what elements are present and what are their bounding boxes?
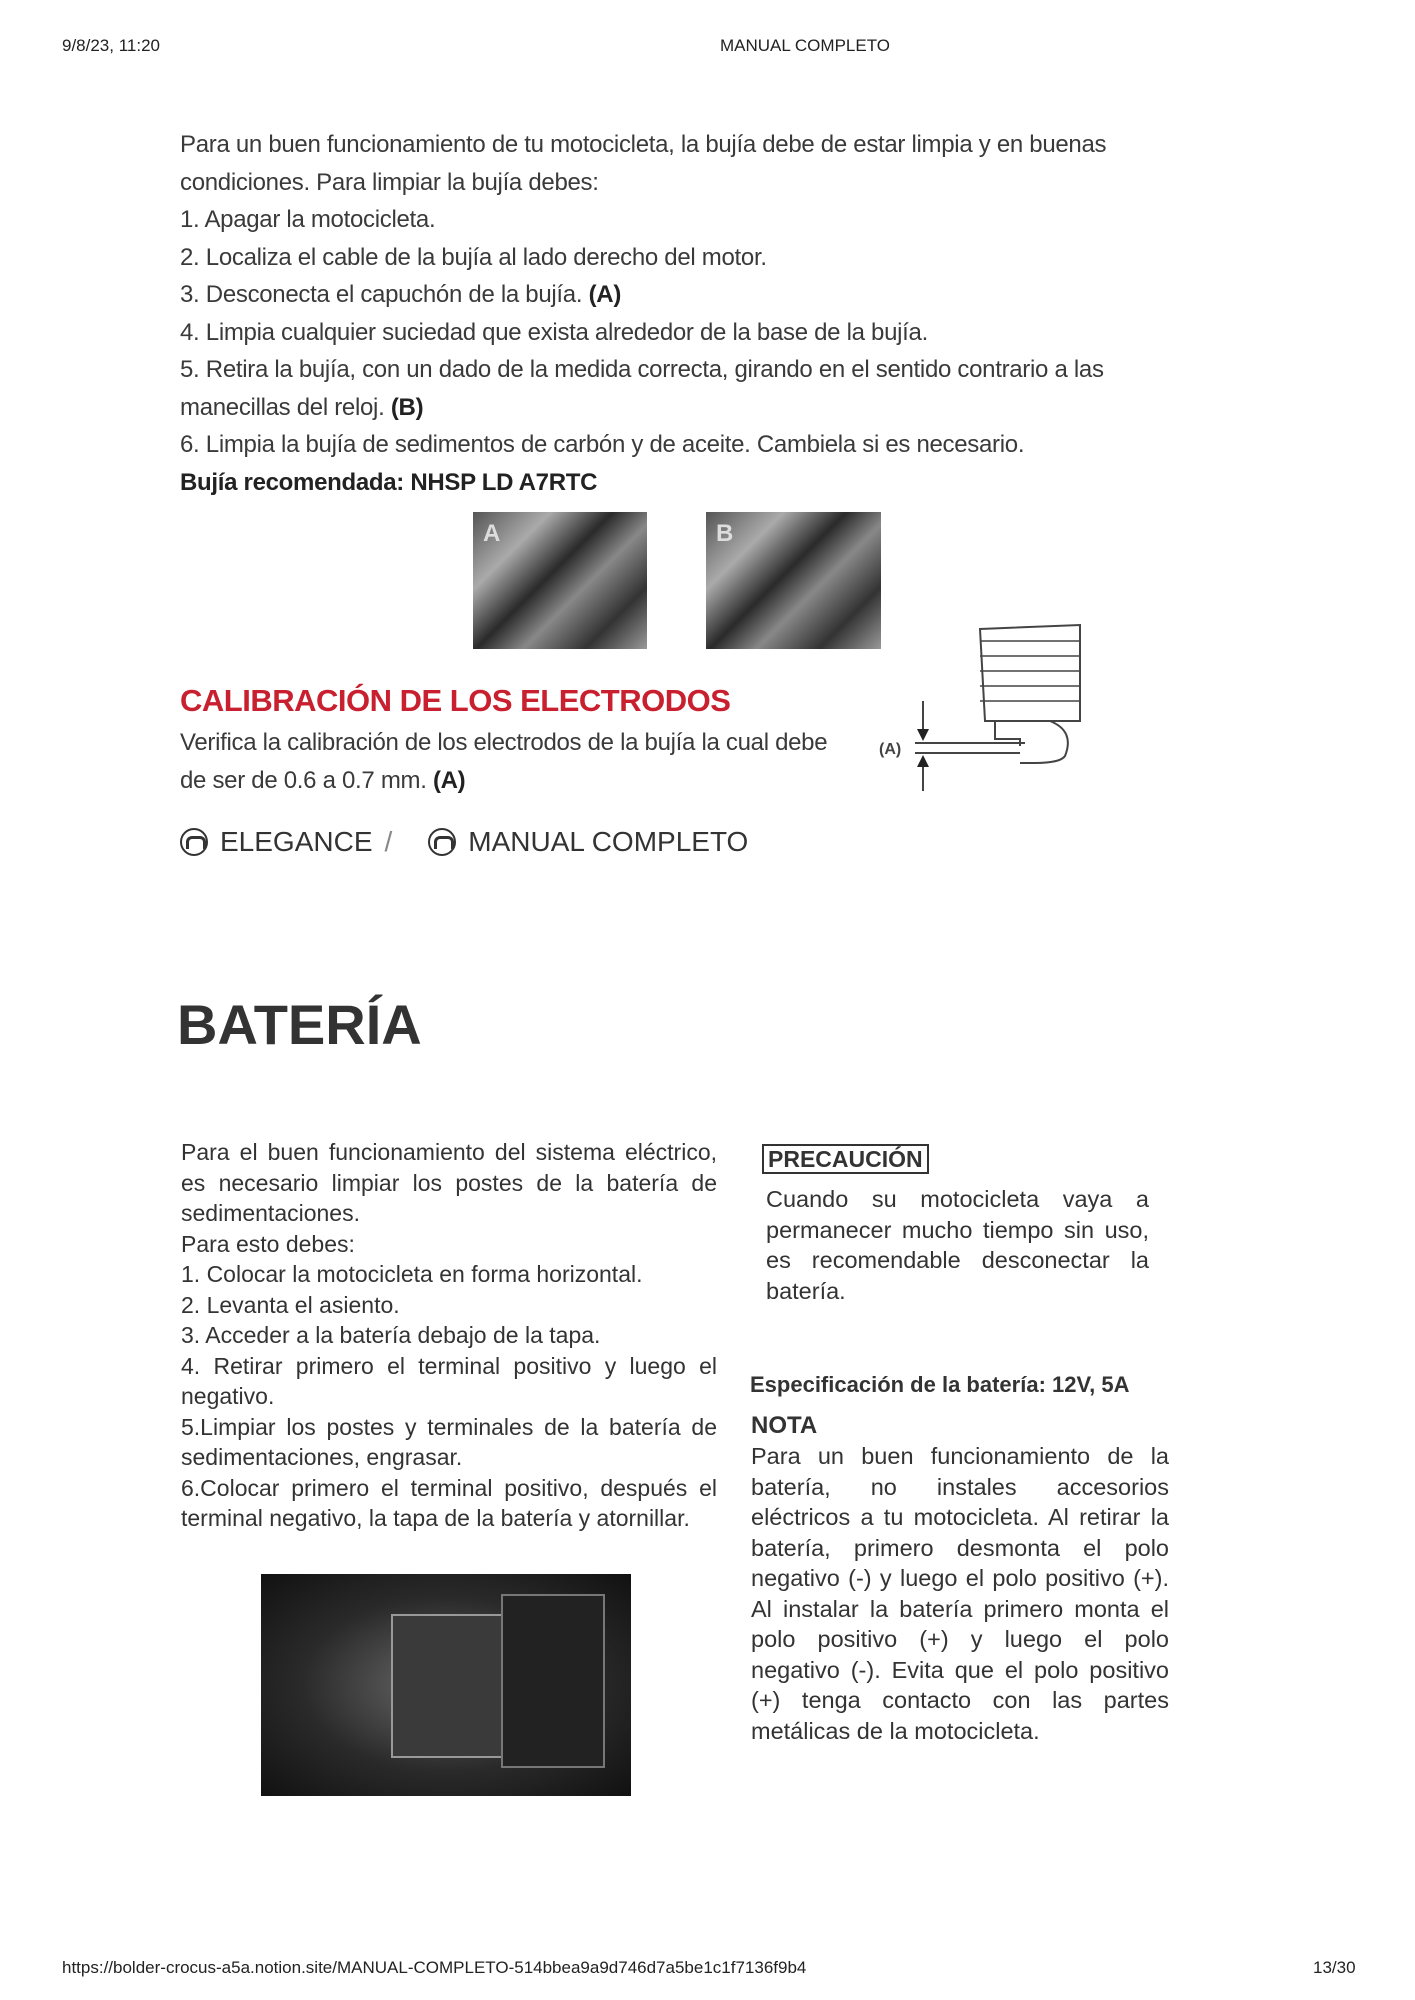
spark-plug-gap-diagram [875,621,1095,797]
note-label: NOTA [751,1412,818,1439]
breadcrumb-separator: / [384,826,393,857]
battery-step: 6.Colocar primero el terminal positivo, después el terminal negativo, la tapa de la batería y atornillar. [181,1474,717,1531]
print-date: 9/8/23, 11:20 [62,36,160,55]
intro-paragraph: Para un buen funcionamiento de tu motocicleta, la bujía debe de estar limpia y en buenas condiciones. Para limpiar la bujía debes: [180,131,1107,196]
brand-logo-icon [428,828,456,856]
battery-intro: Para el buen funcionamiento del sistema eléctrico, es necesario limpiar los postes de la batería de sedimentaciones. [181,1139,717,1226]
battery-title: BATERÍA [177,993,422,1056]
diagram-label: (A) [879,741,902,758]
breadcrumb [180,826,748,858]
caution-label: PRECAUCIÓN [762,1144,929,1174]
photo-a: A [473,512,647,649]
battery-photo [261,1574,631,1796]
step-1: 1. Apagar la motocicleta. [180,206,436,233]
calibration-text: Verifica la calibración de los electrodos de la bujía la cual debe de ser de 0.6 a 0.7 mm. (A) [180,729,828,794]
battery-step: 2. Levanta el asiento. [181,1291,400,1318]
step-6: 6. Limpia la bujía de sedimentos de carbón y de aceite. Cambiela si es necesario. [180,431,1025,458]
step-4: 4. Limpia cualquier suciedad que exista alrededor de la base de la bujía. [180,318,928,346]
calibration-title: CALIBRACIÓN DE LOS ELECTRODOS [180,683,731,718]
step-3: 3. Desconecta el capuchón de la bujía. (A) [180,281,622,308]
battery-left-column [181,1137,717,1534]
brand-logo-icon [180,828,208,856]
battery-step: 3. Acceder a la batería debajo de la tapa. [181,1322,601,1348]
battery-step: 4. Retirar primero el terminal positivo y luego el negativo. [181,1352,717,1409]
print-title: MANUAL COMPLETO [719,36,891,55]
photo-b: B [706,512,881,649]
footer-url[interactable]: https://bolder-crocus-a5a.notion.site/MANUAL-COMPLETO-514bbea9a9d746d7a5be1c1f7136f9b4 [62,1958,807,1977]
breadcrumb-item-elegance[interactable]: ELEGANCE [220,826,373,857]
recommended-plug: Bujía recomendada: NHSP LD A7RTC [180,468,598,496]
breadcrumb-item-manual[interactable]: MANUAL COMPLETO [468,826,749,857]
page-number: 13/30 [1313,1958,1356,1977]
battery-spec: Especificación de la batería: 12V, 5A [750,1372,1130,1397]
intro-section [180,126,1170,501]
battery-step: 5.Limpiar los postes y terminales de la batería de sedimentaciones, engrasar. [181,1413,717,1470]
step-2: 2. Localiza el cable de la bujía al lado derecho del motor. [180,243,767,271]
battery-step: 1. Colocar la motocicleta en forma horizontal. [181,1261,643,1287]
note-text: Para un buen funcionamiento de la batería, no instales accesorios eléctricos a tu motocicleta. Al retirar la batería, primero desmonta el polo negativo (-) y luego el polo positivo (+). Al instalar la batería primero monta el polo positivo (+) y luego el polo negativo (-). Evita que el polo positivo (+) tenga contacto con las partes metálicas de la motocicleta. [751,1443,1169,1744]
caution-text: Cuando su motocicleta vaya a permanecer mucho tiempo sin uso, es recomendable desconectar la batería. [766,1186,1149,1304]
battery-lead: Para esto debes: [181,1230,355,1257]
step-5: 5. Retira la bujía, con un dado de la medida correcta, girando en el sentido contrario a las manecillas del reloj. (B) [180,356,1104,421]
